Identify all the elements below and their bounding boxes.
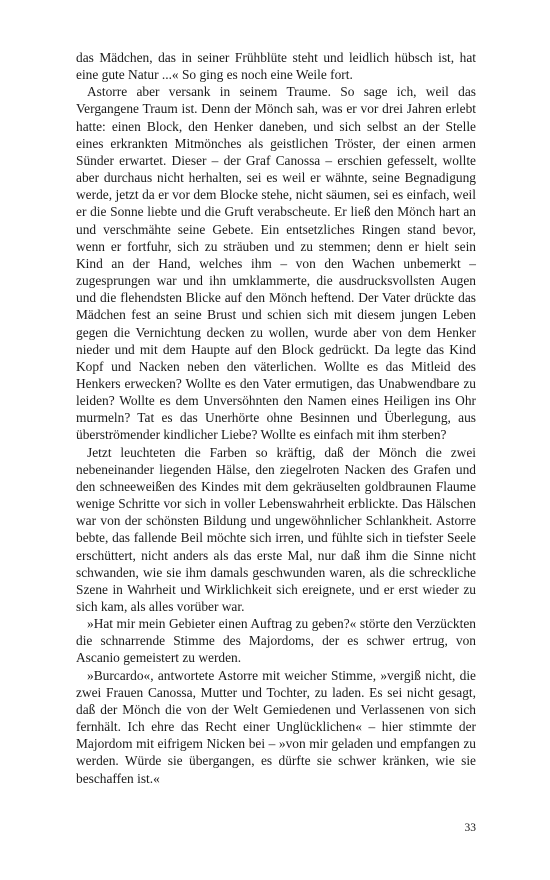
body-text	[76, 49, 476, 787]
paragraph-colors: Jetzt leuchteten die Farben so kräftig, daß der Mönch die zwei nebeneinander liegenden Hälse, den ziegelroten Nacken des Grafen und den schneeweißen des Kindes mit dem gekräuselten goldbraunen Flaume wenige Schritte vor sich in voller Lebenswahrheit erblickte. Das Hälschen war von der schönsten Bildung und ungewöhnlicher Schlankheit. Astorre bebte, das fallende Beil möchte sich irren, und fühlte sich in tiefster Seele erschüttert, nicht anders als das erste Mal, nur daß ihm die Sinne nicht schwanden, wie sie ihm damals geschwunden waren, als die schreckliche Szene in Wahrheit und Wirklichkeit sich ereignete, und er erst wieder zu sich kam, als alles vorüber war.	[76, 444, 476, 614]
paragraph-majordom: »Hat mir mein Gebieter einen Auftrag zu geben?« störte den Verzückten die schnarrende Stimme des Majordoms, der es schwer ertrug, von Ascanio gemeistert zu werden.	[76, 616, 476, 666]
paragraph-burcardo: »Burcardo«, antwortete Astorre mit weicher Stimme, »vergiß nicht, die zwei Frauen Canossa, Mutter und Tochter, zu laden. Es sei nicht gesagt, daß der Mönch die von der Welt Gemiedenen und Verlassenen von sich fernhält. Ich ehre das Recht einer Unglücklichen« – hier stimmte der Majordom mit eifrigem Nicken bei – »von mir geladen und empfangen zu werden. Würde sie übergangen, es dürfte sie schwer kränken, wie sie beschaffen ist.«	[76, 667, 476, 786]
page-number: 33	[464, 822, 476, 834]
paragraph-continuation: das Mädchen, das in seiner Frühblüte steht und leidlich hübsch ist, hat eine gute Natur ...« So ging es noch eine Weile fort.	[76, 50, 476, 83]
paragraph-dream: Astorre aber versank in seinem Traume. So sage ich, weil das Vergangene Traum ist. Denn der Mönch sah, was er vor drei Jahren erlebt hatte: einen Block, den Henker daneben, und sich selbst an der Stelle eines erkrankten Mitmönches als geistlichen Tröster, der einen armen Sünder erwartet. Dieser – der Graf Canossa – erschien gefesselt, wollte aber durchaus nicht herhalten, sei es weil er wähnte, seine Begnadigung werde, jetzt da er vor dem Blocke stehe, nicht säumen, sei es einfach, weil er die Sonne liebte und die Gruft verabscheute. Er ließ den Mönch hart an und verschmähte seine Gebete. Ein entsetzliches Ringen stand bevor, wenn er fortfuhr, sich zu sträuben und zu stemmen; denn er hielt sein Kind an der Hand, welches ihm – von den Wachen unbemerkt – zugesprungen war und ihn umklammerte, die ausdrucksvollsten Augen und die flehendsten Blicke auf den Mönch heftend. Der Vater drückte das Mädchen fest an seine Brust und schien sich mit diesem jungen Leben gegen die Vernichtung decken zu wollen, wurde aber von dem Henker nieder und mit dem Haupte auf den Block gedrückt. Da legte das Kind Kopf und Nacken neben den väterlichen. Wollte es das Mitleid des Henkers erwecken? Wollte es den Vater ermutigen, das Unabwendbare zu leiden? Wollte es dem Unversöhnten den Namen eines Heiligen ins Ohr murmeln? Tat es das Unerhörte ohne Besinnen und Überlegung, aus überströmender kindlicher Liebe? Wollte es einfach mit ihm sterben?	[76, 84, 476, 443]
